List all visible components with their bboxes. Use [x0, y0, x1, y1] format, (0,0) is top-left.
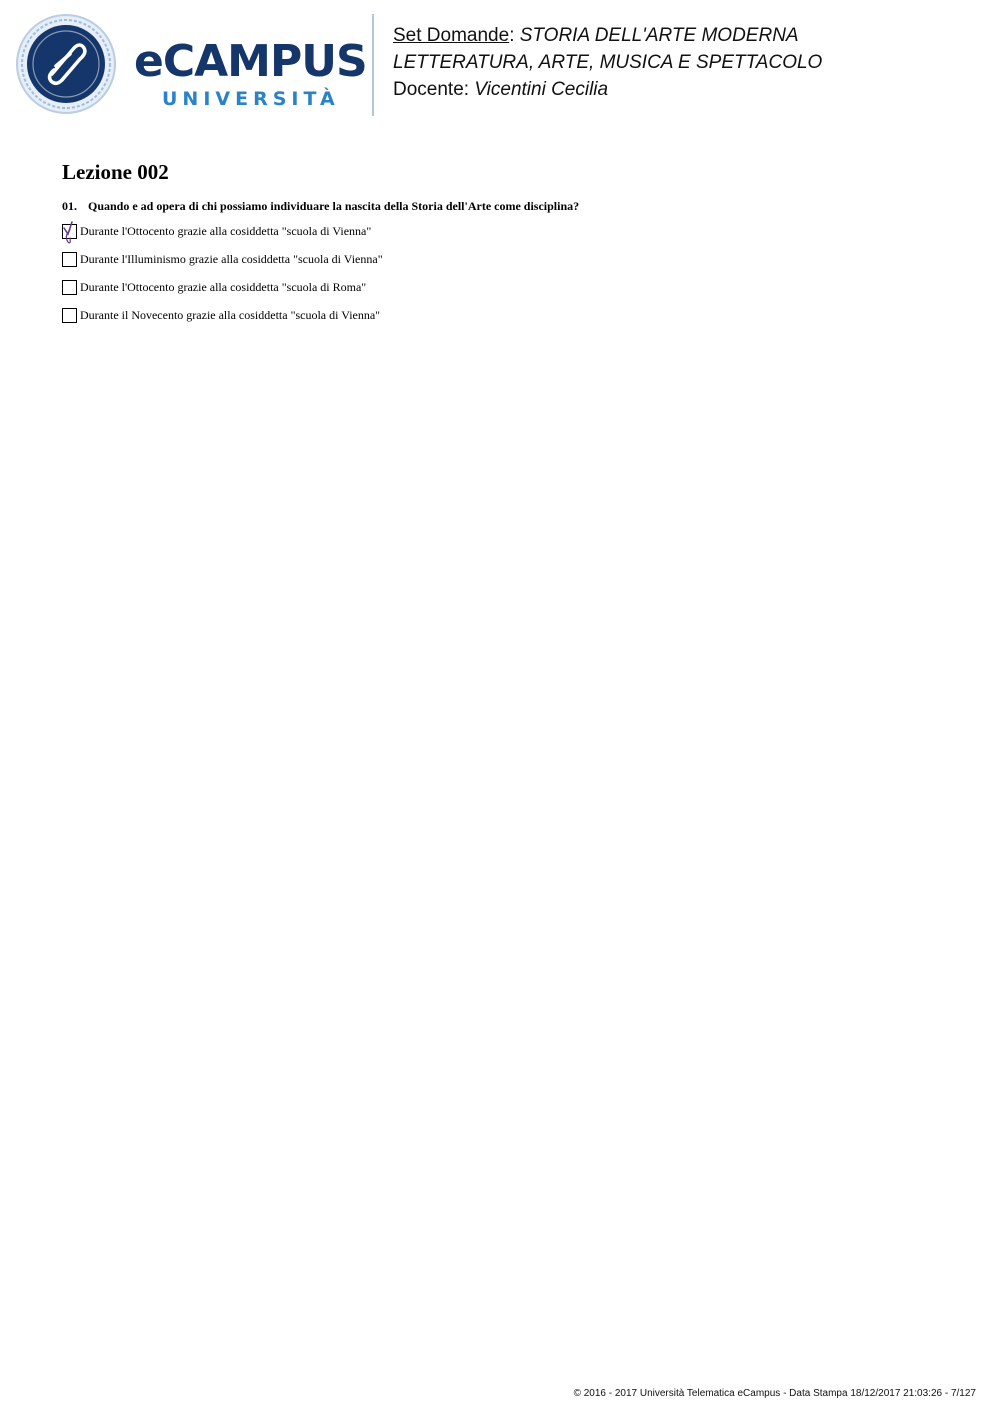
answer-option-label: Durante l'Ottocento grazie alla cosiddetta "scuola di Vienna"	[80, 224, 372, 238]
answer-option-label: Durante l'Illuminismo grazie alla cosiddetta "scuola di Vienna"	[80, 252, 383, 266]
logo-wordmark: eCAMPUS	[134, 36, 367, 87]
course-header	[393, 22, 822, 103]
lesson-title: Lezione 002	[62, 160, 169, 184]
answer-option-label: Durante il Novecento grazie alla cosiddetta "scuola di Vienna"	[80, 308, 381, 322]
teacher-label: Docente:	[393, 79, 470, 100]
header-divider	[372, 14, 374, 116]
teacher-name: Vicentini Cecilia	[474, 79, 609, 100]
course-title: STORIA DELL'ARTE MODERNA	[519, 25, 799, 46]
course-line-1: Set Domande: STORIA DELL'ARTE MODERNA	[393, 25, 799, 46]
logo-subword: UNIVERSITÀ	[162, 88, 340, 110]
question-body: Quando e ad opera di chi possiamo individuare la nascita della Storia dell'Arte come disciplina?	[88, 199, 580, 213]
question-text	[62, 199, 579, 213]
answer-checkbox[interactable]	[62, 224, 77, 239]
teacher-line	[393, 76, 822, 103]
answer-checkbox[interactable]	[62, 280, 77, 295]
course-subtitle: LETTERATURA, ARTE, MUSICA E SPETTACOLO	[393, 52, 823, 73]
answer-checkbox[interactable]	[62, 252, 77, 267]
answer-checkbox[interactable]	[62, 308, 77, 323]
checkmark-icon	[60, 220, 82, 248]
answer-option-label: Durante l'Ottocento grazie alla cosiddetta "scuola di Roma"	[80, 280, 367, 294]
course-line-2	[393, 49, 822, 76]
set-label: Set Domande	[393, 25, 510, 46]
ecampus-logo	[16, 14, 367, 118]
page-footer: © 2016 - 2017 Università Telematica eCampus - Data Stampa 18/12/2017 21:03:26 - 7/127	[573, 1388, 976, 1399]
ecampus-seal-icon	[16, 14, 116, 114]
question-number: 01.	[62, 199, 77, 213]
